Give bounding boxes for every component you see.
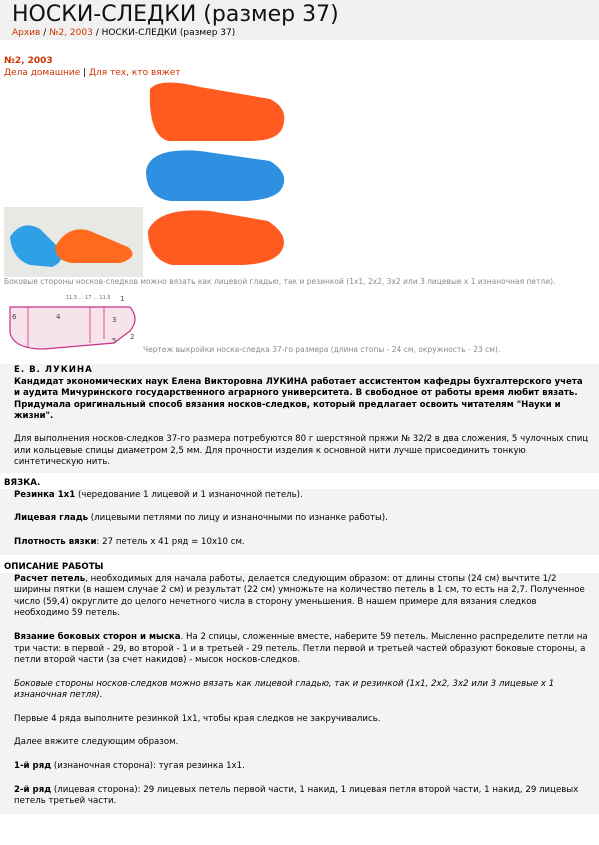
rubric-link-knitting[interactable]: Для тех, кто вяжет [89, 68, 181, 78]
description-heading: ОПИСАНИЕ РАБОТЫ [4, 561, 104, 572]
pattern-label: 6 [12, 313, 17, 321]
pattern-area [0, 289, 599, 364]
breadcrumb-archive-link[interactable]: Архив [12, 28, 41, 38]
sides-text: . На 2 спицы, сложенные вместе, наберите 59 петель. Мысленно распределите петли на три части: в первой - 29, во второй - 1 и в третьей - 29 петель. Петли первой и третьей частей образуют боковые стороны, а петли второй части (за счет накидов) - мысок носков-следков. [14, 631, 588, 666]
stockinette-paragraph [14, 513, 591, 525]
pattern-caption: Чертеж выкройки носка-следка 37-го размера (длина стопы - 24 см, окружность - 23 см). [143, 345, 501, 354]
gauge-paragraph [14, 537, 591, 549]
photo-area [0, 79, 599, 277]
pattern-label: 4 [56, 313, 61, 321]
gauge-label: Плотность вязки [14, 536, 97, 547]
rib-paragraph [14, 490, 591, 502]
row2-label: 2-й ряд [14, 784, 52, 795]
stockinette-label: Лицевая гладь [14, 513, 89, 524]
page-title: НОСКИ-СЛЕДКИ (размер 37) [12, 2, 339, 27]
row1-label: 1-й ряд [14, 761, 52, 772]
breadcrumb-separator: / [40, 28, 50, 38]
calc-paragraph [14, 574, 591, 620]
author-name: Е. В. ЛУКИНА [14, 365, 93, 375]
gauge-text: : 27 петель х 41 ряд = 10х10 см. [96, 536, 245, 547]
row1-text: (изнаночная сторона): тугая резинка 1х1. [51, 761, 245, 772]
calc-text: , необходимых для начала работы, делается следующим образом: от длины стопы (24 см) вычтите 1/2 ширины пятки (в нашем случае 2 см) и результат (22 см) умножьте на количество петель в 1 см, то есть на 2,7. Полученное число (59,4) округлите до целого нечетного числа в сторону уменьшения. В нашем примере для вязания следков необходимо 59 петель. [14, 573, 585, 619]
rows-next: Далее вяжите следующим образом. [14, 737, 179, 748]
issue-number: №2, 2003 [4, 56, 53, 66]
breadcrumb-current: НОСКИ-СЛЕДКИ (размер 37) [101, 28, 236, 38]
row2-paragraph [14, 785, 591, 808]
calc-label: Расчет петель [14, 573, 86, 584]
page-header [0, 0, 599, 40]
rows-first: Первые 4 ряда выполните резинкой 1х1, чтобы края следков не закручивались. [14, 713, 381, 724]
italic-note: Боковые стороны носков-следков можно вязать как лицевой гладью, так и резинкой (1х1, 2х2, 3х2 или 3 лицевые х 1 изнаночная петля). [14, 678, 555, 701]
socks-photo [0, 79, 599, 277]
white-gap [285, 79, 585, 277]
pattern-drawing [4, 289, 144, 355]
photo-caption: Боковые стороны носков-следков можно вязать как лицевой гладью, так и резинкой (1х1, 2х2, 3х2 или 3 лицевые х 1 изнаночная петли). [4, 277, 556, 286]
breadcrumb-separator: / [92, 28, 102, 38]
description-section [0, 573, 599, 814]
breadcrumb-issue-link[interactable]: №2, 2003 [49, 28, 93, 38]
author-bio: Кандидат экономических наук Елена Викторовна ЛУКИНА работает ассистентом кафедры бухгалтерского учета и аудита Мичуринского государственного аграрного университета. В свободное от работы время любит вязать. Придумала оригинальный способ вязания носков-следков, который предлагает освоить читателям "Науки и жизни". [14, 376, 583, 422]
issue-rubrics [4, 67, 595, 79]
author-section [0, 364, 599, 473]
materials-intro: Для выполнения носков-следков 37-го размера потребуются 80 г шерстяной пряжи № 32/2 в два сложения, 5 чулочных спиц или кольцевые спицы диаметром 2,5 мм. Для прочности изделия к основной нити лучше присоединить тонкую синтетическую нить. [14, 433, 589, 468]
row2-text: (лицевая сторона): 29 лицевых петель первой части, 1 накид, 1 лицевая петля второй части, 1 накид, 29 лицевых петель третьей части. [14, 784, 579, 807]
pattern-label: 1 [120, 295, 125, 303]
rib-text: (чередование 1 лицевой и 1 изнаночной петель). [75, 489, 303, 500]
pattern-label: 5 [112, 337, 117, 345]
rubric-link-home[interactable]: Дела домашние [4, 68, 81, 78]
sides-label: Вязание боковых сторон и мыска [14, 631, 181, 642]
knitting-section [0, 489, 599, 555]
pattern-label: 2 [130, 333, 135, 341]
pattern-dimension: 11,5 ... 17 ... 11,5 [66, 295, 111, 301]
sides-paragraph [14, 632, 591, 667]
knitting-heading: ВЯЗКА. [4, 477, 41, 488]
breadcrumb [12, 27, 591, 40]
pattern-label: 3 [112, 316, 117, 324]
row1-paragraph [14, 761, 591, 773]
issue-info [0, 40, 599, 79]
rib-label: Резинка 1х1 [14, 489, 76, 500]
stockinette-text: (лицевыми петлями по лицу и изнаночными по изнанке работы). [88, 513, 388, 524]
rubric-separator: | [80, 68, 90, 78]
